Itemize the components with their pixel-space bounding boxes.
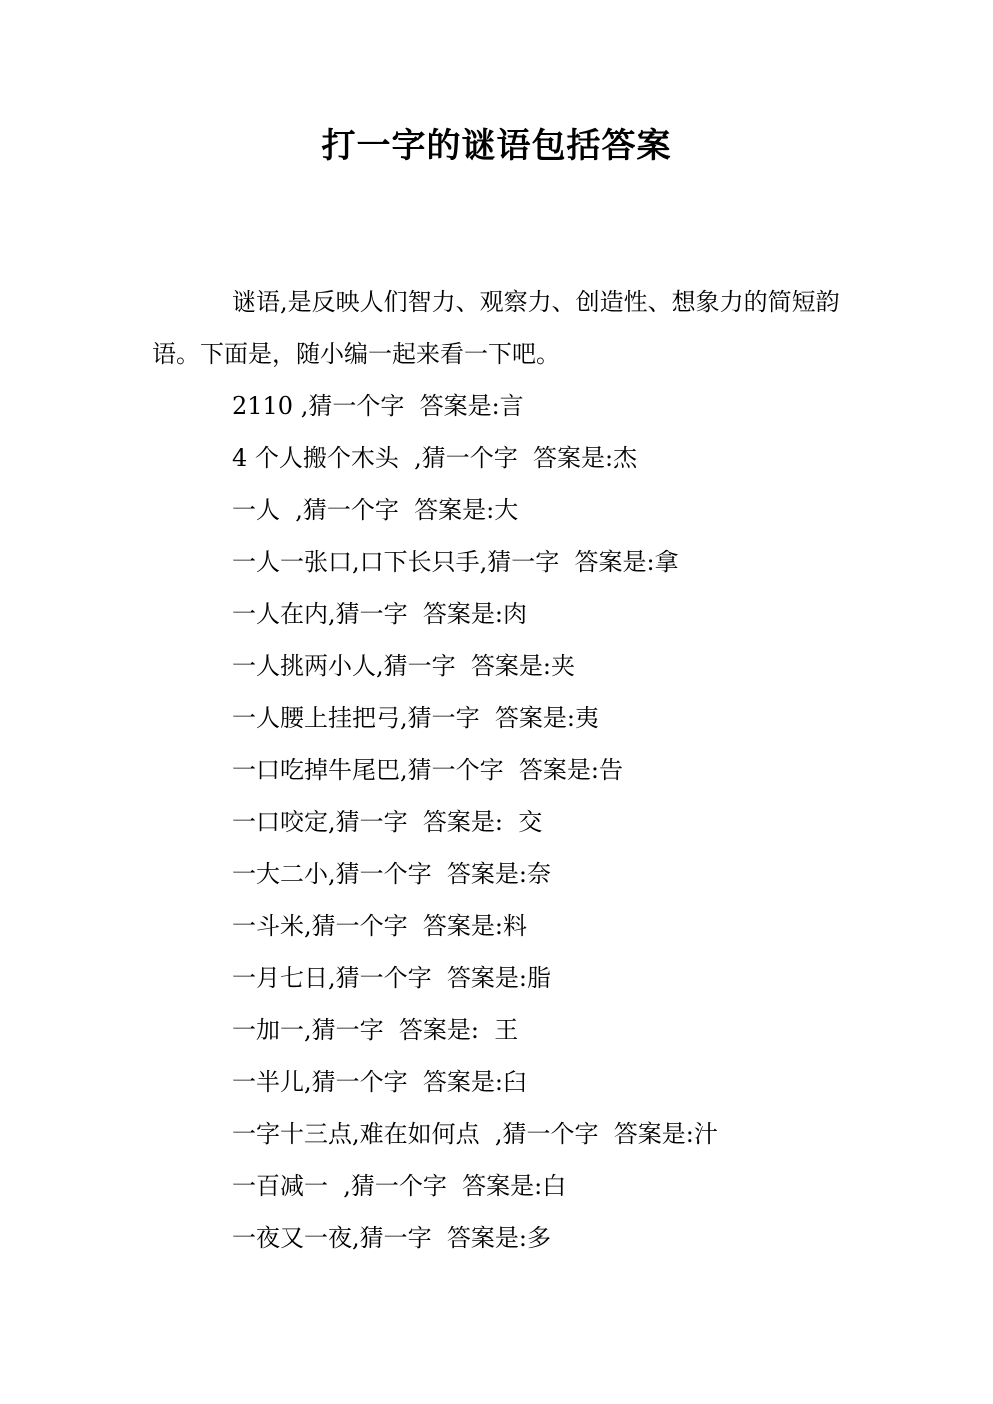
riddle-list	[232, 380, 872, 1264]
riddle-item: 2110 ,猜一个字 答案是:言	[232, 392, 524, 420]
document-title: 打一字的谜语包括答案	[321, 126, 672, 166]
riddle-item: 一口咬定,猜一字 答案是: 交	[232, 808, 543, 836]
riddle-item: 一人一张口,口下长只手,猜一字 答案是:拿	[232, 548, 679, 576]
riddle-item: 4 个人搬个木头 ,猜一个字 答案是:杰	[232, 444, 638, 472]
riddle-item: 一人挑两小人,猜一字 答案是:夹	[232, 652, 575, 680]
riddle-item: 一加一,猜一字 答案是: 王	[232, 1016, 519, 1044]
riddle-item: 一斗米,猜一个字 答案是:料	[232, 912, 527, 940]
riddle-item: 一月七日,猜一个字 答案是:脂	[232, 964, 551, 992]
intro-paragraph: 谜语,是反映人们智力、观察力、创造性、想象力的简短韵语。下面是，随小编一起来看一下吧。	[152, 288, 840, 368]
riddle-item: 一人腰上挂把弓,猜一字 答案是:夷	[232, 704, 599, 732]
riddle-item: 一人在内,猜一字 答案是:肉	[232, 600, 527, 628]
riddle-item: 一百减一 ,猜一个字 答案是:白	[232, 1172, 567, 1200]
riddle-item: 一大二小,猜一个字 答案是:奈	[232, 860, 551, 888]
riddle-item: 一夜又一夜,猜一字 答案是:多	[232, 1224, 551, 1252]
riddle-item: 一口吃掉牛尾巴,猜一个字 答案是:告	[232, 756, 623, 784]
riddle-item: 一半儿,猜一个字 答案是:臼	[232, 1068, 527, 1096]
riddle-item: 一人 ,猜一个字 答案是:大	[232, 496, 519, 524]
riddle-item: 一字十三点,难在如何点 ,猜一个字 答案是:汁	[232, 1120, 718, 1148]
